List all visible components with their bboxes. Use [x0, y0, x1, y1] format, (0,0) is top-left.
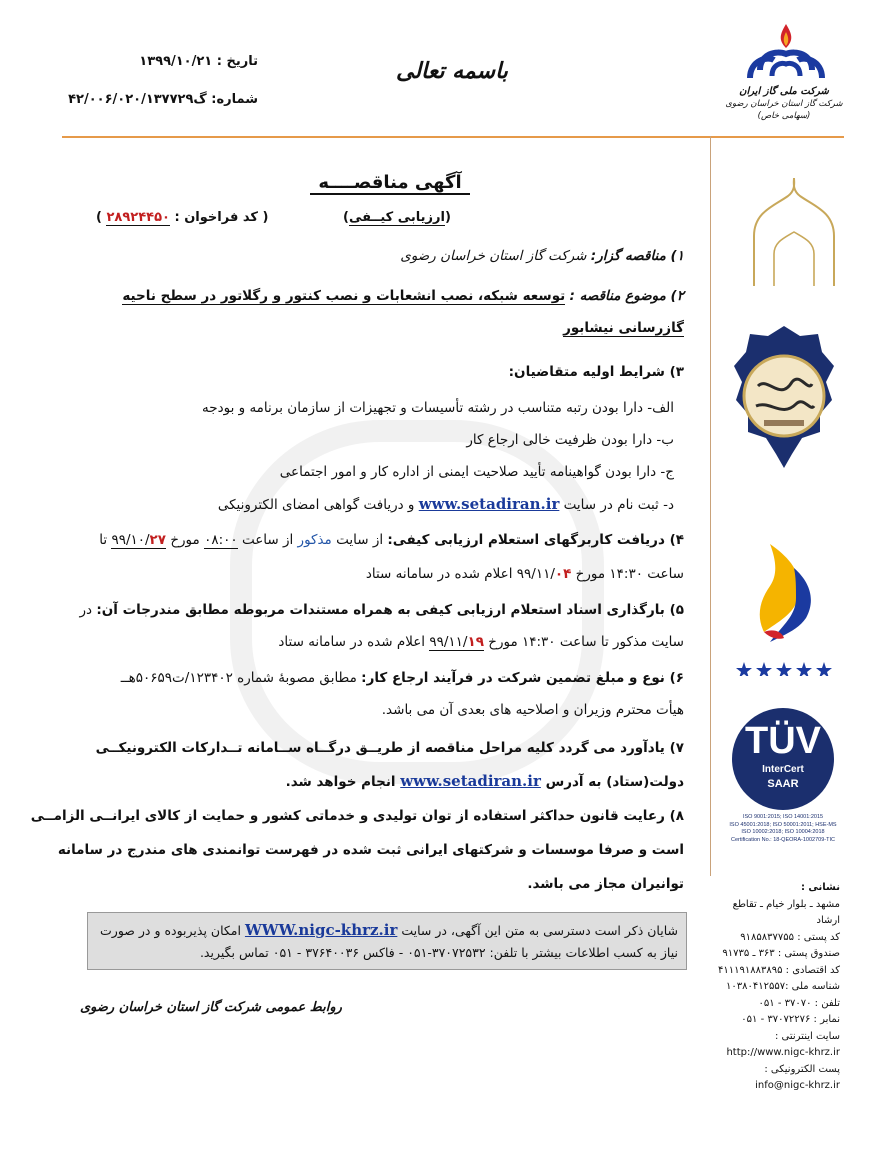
setadiran-link[interactable]: www.setadiran.ir — [418, 495, 560, 513]
note-box — [87, 912, 687, 970]
subtitle: (ارزیابی کیــفی) — [343, 210, 451, 225]
item-2: ۲) موضوع مناقصه : توسعه شبکه، نصب انشعابات و نصب کنتور و رگلاتور در سطح ناحیه — [122, 288, 684, 304]
setadiran-link-2[interactable]: www.setadiran.ir — [400, 772, 541, 790]
note-line-1: شایان ذکر است دسترسی به متن این آگهی، در سایت WWW.nigc-khrz.ir امکان پذیربوده و در صورت — [100, 921, 678, 939]
item-5-cont: سایت مذکور تا ساعت ۱۴:۳۰ مورخ ۹۹/۱۱/۱۹ اعلام شده در سامانه ستاد — [278, 634, 684, 650]
date-label: تاریخ : ۱۳۹۹/۱۰/۲۱ — [139, 54, 258, 69]
tuv-iso-list: ISO 9001:2015; ISO 14001:2015 ISO 45001:2018; ISO 50001:2011; HSE-MS ISO 10002:2018; ISO 10004:2018 Certification No.: 18-QEORA-1002709-TIC — [729, 814, 837, 843]
contact-info: نشانی : مشهد ـ بلوار خیام ـ تقاطع ارشاد کد پستی : ۹۱۸۵۸۳۷۷۵۵ صندوق پستی : ۳۶۳ ـ ۹۱۷۳۵ کد اقتصادی : ۴۱۱۱۹۱۸۸۳۸۹۵ شناسه ملی :۱۰۳۸۰۴۱۲۵۵۷ تلفن : ۳۷۰۷۰ - ۰۵۱ نمابر : ۳۷۰۷۲۲۷۶ - ۰۵۱ سایت اینترنتی : http://www.nigc-khrz.ir پست الکترونیکی : info@nigc-khrz.ir — [714, 880, 840, 1095]
item-1: ۱) مناقصه گزار: شرکت گاز استان خراسان رضوی — [400, 248, 684, 264]
page-title: آگهی مناقصــــه — [310, 172, 470, 195]
tuv-subtitle: InterCert — [762, 764, 804, 775]
item-4-cont: ساعت ۱۴:۳۰ مورخ ۹۹/۱۱/۰۴ اعلام شده در سامانه ستاد — [365, 566, 684, 582]
item-3: ۳) شرایط اولیه متقاضیان: — [508, 364, 684, 380]
email-link[interactable]: info@nigc-khrz.ir — [755, 1080, 840, 1091]
call-code: ( کد فراخوان : ۲۸۹۲۴۴۵۰ ) — [96, 210, 269, 225]
nigc-logo-icon — [736, 20, 836, 90]
tuv-saar: SAAR — [767, 778, 799, 790]
nigc-link[interactable]: WWW.nigc-khrz.ir — [244, 921, 398, 939]
note-line-2: نیاز به کسب اطلاعات بیشتر با تلفن: ۳۷۰۷۲۵۳۲-۰۵۱ - فاکس ۳۷۶۴۰۰۳۶ - ۰۵۱ تماس بگیرید. — [199, 945, 678, 960]
mosque-outline-icon — [748, 176, 840, 288]
signature: روابط عمومی شرکت گاز استان خراسان رضوی — [80, 1000, 342, 1015]
item-8-cont-1: است و صرفا موسسات و شرکتهای ایرانی ثبت شده در فهرست توانمندی های مندرج در سامانه — [57, 842, 684, 858]
item-6-cont: هیأت محترم وزیران و اصلاحیه های بعدی آن می باشد. — [381, 702, 684, 718]
item-6: ۶) نوع و مبلغ تضمین شرکت در فرآیند ارجاع کار: مطابق مصوبۀ شماره ۱۲۳۴۰۲/ت۵۰۶۵۹هــ — [120, 670, 684, 686]
year-seal-icon — [730, 322, 838, 472]
website-link[interactable]: http://www.nigc-khrz.ir — [726, 1047, 840, 1058]
item-3-c: ج- دارا بودن گواهینامه تأیید صلاحیت ایمنی از اداره کار و امور اجتماعی — [279, 464, 674, 480]
sidebar-divider — [710, 136, 711, 876]
item-7: ۷) یادآورد می گردد کلیه مراحل مناقصه از طریــق درگــاه ســامانه تــدارکات الکترونیکــی — [95, 740, 684, 756]
item-3-d: د- ثبت نام در سایت www.setadiran.ir و دریافت گواهی امضای الکترونیکی — [217, 495, 674, 513]
company-caption: شرکت ملی گاز ایران شرکت گاز استان خراسان رضوی (سهامی خاص) — [725, 86, 843, 121]
item-8: ۸) رعایت قانون حداکثر استفاده از توان تولیدی و خدماتی کشور و حمایت از کالای ایرانــی الزامــی — [30, 808, 684, 824]
item-5: ۵) بارگذاری اسناد استعلام ارزیابی کیفی به همراه مستندات مربوطه مطابق مندرجات آن: در — [79, 602, 684, 618]
header-divider — [62, 136, 844, 138]
item-3-b: ب- دارا بودن ظرفیت خالی ارجاع کار — [466, 432, 674, 448]
item-2-cont: گازرسانی نیشابور — [563, 320, 684, 336]
bismillah: باسمه تعالی — [396, 58, 508, 84]
item-7-cont: دولت(ستاد) به آدرس www.setadiran.ir انجام خواهد شد. — [285, 772, 684, 790]
flame-award-icon — [734, 538, 834, 676]
item-8-cont-2: توانیران مجاز می باشد. — [527, 876, 684, 892]
number-label: شماره: گ۴۲/۰۰۶/۰۲۰/۱۳۷۷۲۹ — [68, 92, 258, 107]
item-3-a: الف- دارا بودن رتبه متناسب در رشته تأسیسات و تجهیزات از سازمان برنامه و بودجه — [202, 400, 674, 416]
item-4: ۴) دریافت کاربرگهای استعلام ارزیابی کیفی: از سایت مذکور از ساعت ۰۸:۰۰ مورخ ۹۹/۱۰/۲۷ تا — [99, 532, 684, 548]
tuv-title: TÜV — [745, 720, 821, 762]
tuv-certificate-badge — [724, 706, 842, 846]
